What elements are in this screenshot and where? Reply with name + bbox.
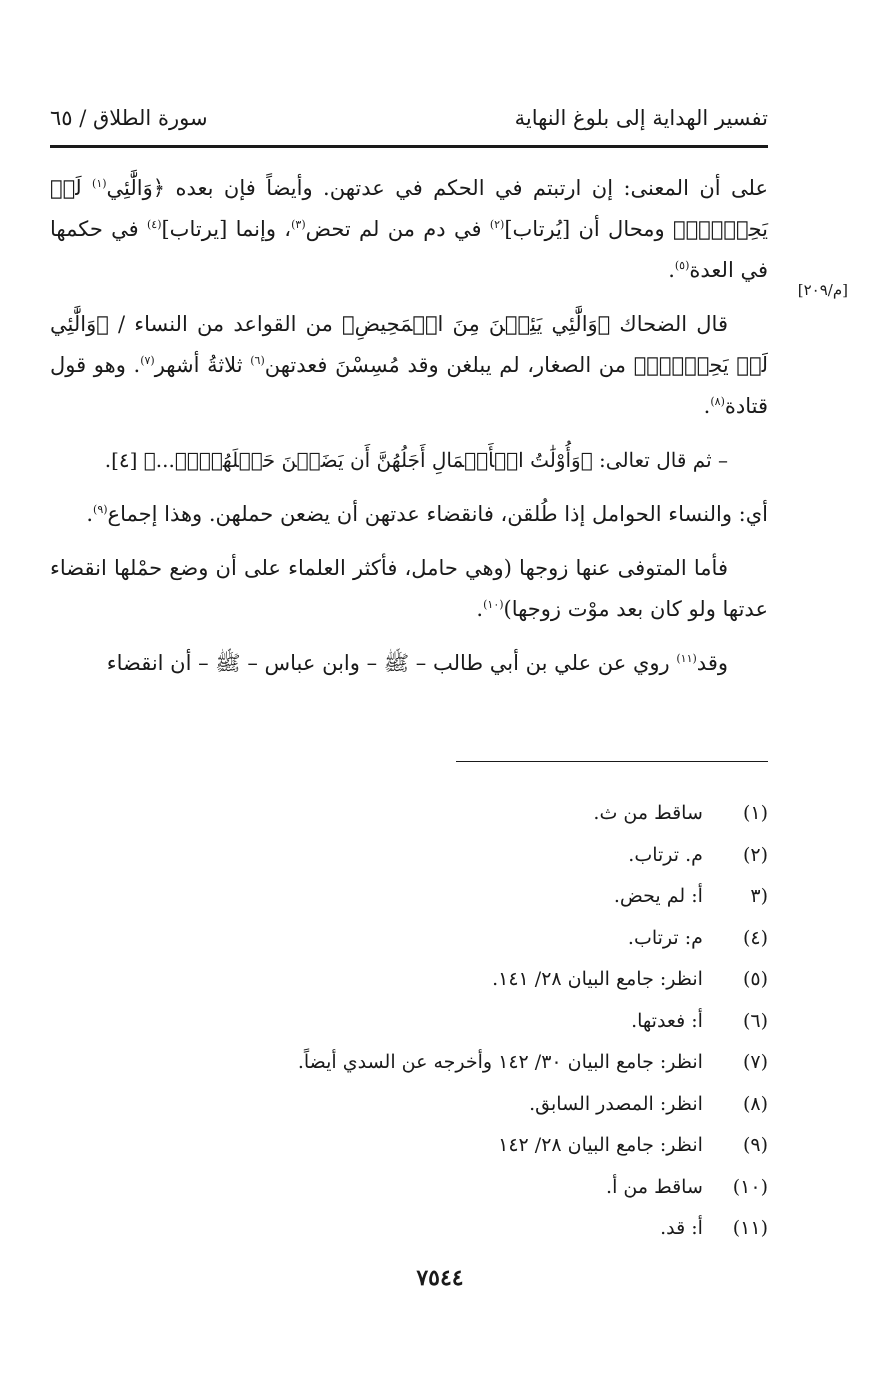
running-header — [50, 100, 768, 140]
footnote-ref-11: (١١) — [676, 652, 697, 665]
footnote-ref-4: (٤) — [146, 218, 162, 231]
footnote-text: م: ترتاب. — [627, 926, 703, 949]
text-run: . — [703, 394, 711, 418]
verse-citation: – ثم قال تعالى: ﴿وَأُوْلَٰتُ الۡأَحۡمَالِ أَجَلُهُنَّ أَن يَضَعۡنَ حَمۡلَهُنَّۚ...﴾ [٤]. — [104, 448, 728, 472]
paragraph-2 — [50, 304, 768, 427]
footnote-item — [50, 1084, 768, 1126]
text-run: في حكمها في العدة — [50, 217, 768, 282]
footnote-item — [50, 1042, 768, 1084]
text-run: . — [668, 258, 675, 282]
footnote-text: ساقط من ث. — [593, 802, 703, 824]
footnote-ref-9: (٩) — [93, 503, 108, 516]
page-number: ٧٥٤٤ — [416, 1265, 464, 1291]
text-run: روي عن علي بن أبي طالب – ﷺ – وابن عباس – ﷺ – أن انقضاء — [106, 651, 677, 675]
footnote-item — [50, 1208, 768, 1250]
footnote-ref-5: (٥) — [674, 259, 690, 272]
footnote-number: (٨) — [742, 1092, 768, 1115]
footnote-number: (٦) — [742, 1009, 768, 1032]
text-run: على أن المعنى: إن ارتبتم في الحكم في عدتهن. وأيضاً فإن بعده ﴿وَالَّٰئِي — [106, 176, 768, 200]
footnote-number: (٢) — [742, 843, 768, 866]
text-run: أي: والنساء الحوامل إذا طُلقن، فانقضاء عدتهن أن يضعن حملهن. وهذا إجماع — [107, 502, 768, 526]
footnote-text: انظر: المصدر السابق. — [529, 1092, 703, 1115]
surah-label: سورة الطلاق / ٦٥ — [50, 106, 208, 130]
footnote-ref-3: (٣) — [291, 218, 306, 231]
header-divider — [50, 145, 768, 148]
footnote-text: أ: لم يحض. — [613, 885, 703, 907]
footnote-ref-7: (٧) — [140, 354, 155, 367]
footnote-text: انظر: جامع البيان ٢٨/ ١٤٢ — [498, 1134, 703, 1156]
footnote-number: (١٠) — [732, 1175, 768, 1198]
footnote-item — [50, 918, 768, 960]
footnote-text: أ: قد. — [660, 1217, 703, 1239]
footnote-ref-10: (١٠) — [483, 598, 504, 611]
text-run: ، وإنما [يرتاب] — [161, 217, 292, 241]
paragraph-6 — [50, 643, 768, 684]
text-run: . وهو قول قتادة — [50, 353, 768, 418]
footnote-text: انظر: جامع البيان ٢٨/ ١٤١. — [492, 968, 703, 990]
footnote-divider — [456, 761, 768, 762]
footnote-text: أ: فعدتها. — [631, 1009, 703, 1032]
footnote-item — [50, 1167, 768, 1209]
text-run: في دم من لم تحض — [305, 217, 490, 241]
paragraph-4 — [50, 494, 768, 535]
footnote-item — [50, 835, 768, 877]
footnote-ref-6: (٦) — [250, 354, 265, 367]
footnote-number: (٩) — [742, 1134, 768, 1156]
footnote-item — [50, 959, 768, 1001]
footnote-item — [50, 1125, 768, 1167]
footnote-number: (١) — [742, 802, 768, 824]
footnote-number: (٥) — [742, 968, 768, 990]
footnote-ref-8: (٨) — [710, 395, 725, 408]
footnote-number: (٤) — [742, 926, 768, 949]
text-run: فأما المتوفى عنها زوجها (وهي حامل، فأكثر العلماء على أن وضع حمْلها انقضاء عدتها ولو كان بعد موْت زوجها) — [50, 556, 768, 621]
book-title: تفسير الهداية إلى بلوغ النهاية — [514, 106, 768, 130]
footnotes — [50, 793, 768, 1250]
footnote-number: (٧) — [742, 1051, 768, 1073]
footnote-item — [50, 876, 768, 918]
text-run: . — [476, 597, 484, 621]
footnote-text: م. ترتاب. — [628, 843, 703, 866]
footnote-text: انظر: جامع البيان ٣٠/ ١٤٢ وأخرجه عن السدي أيضاً. — [297, 1051, 703, 1073]
footnote-number: (٣ — [750, 885, 768, 907]
footnote-ref-1: (١) — [92, 177, 107, 190]
text-run: قال الضحاك ﴿وَالَّٰئِي يَئِسۡنَ مِنَ الۡمَحِيضِ﴾ من القواعد من النساء / ﴿وَالَّٰئِي لَمۡ يَحِضۡنَۚ﴾ من الصغار، لم يبلغن وقد مُسِسْنَ فعدتهن — [50, 312, 768, 377]
text-run: ثلاثةُ أشهر — [154, 353, 251, 377]
footnote-ref-2: (٢) — [489, 218, 505, 231]
footnote-text: ساقط من أ. — [606, 1175, 703, 1198]
footnote-number: (١١) — [732, 1217, 768, 1239]
paragraph-1 — [50, 168, 768, 291]
manuscript-margin-note: [م/٢٠٩] — [797, 281, 848, 299]
text-run: لَمۡ يَحِضۡنَۚ﴾ ومحال أن [يُرتاب] — [50, 176, 768, 241]
footnote-item — [50, 793, 768, 835]
footnote-item — [50, 1001, 768, 1043]
text-run: . — [86, 502, 94, 526]
paragraph-5 — [50, 548, 768, 630]
text-run: وقد — [696, 651, 728, 675]
main-text — [50, 168, 768, 697]
paragraph-3 — [50, 440, 768, 481]
